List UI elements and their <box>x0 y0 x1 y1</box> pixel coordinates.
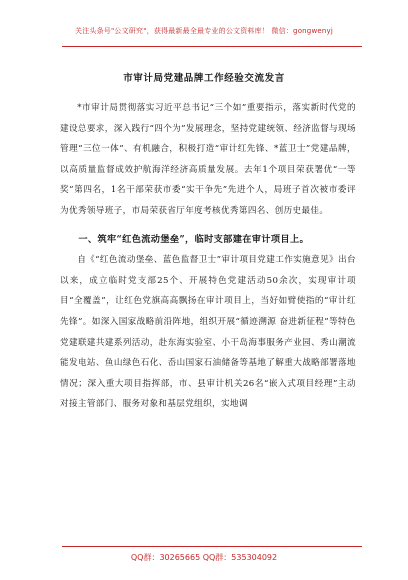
footer-divider <box>62 546 362 547</box>
document-title: 市审计局党建品牌工作经验交流发言 <box>123 73 285 84</box>
intro-paragraph: *市审计局贯彻落实习近平总书记“三个如”重要指示，落实新时代党的建设总要求，深入践行“四个为”发展理念，坚持党建统领、经济监督与现场管理“三位一体”、有机融合，积极打造“审计红先锋、*蓝卫士”党建品牌，以高质量监督成效护航海洋经济高质量发展。去年1个项目荣获署优“一等奖”第四名，1名干部荣获市委“实干争先”先进个人，局班子首次被市委评为优秀领导班子，市局荣获省厅年度考核优秀第四名、创历史最佳。 <box>60 103 356 216</box>
footer-note: QQ群：30265665 QQ群：535304092 <box>130 553 278 562</box>
section-heading: 一、筑牢“红色流动堡垒”，临时支部建在审计项目上。 <box>78 233 310 245</box>
header-note: 关注头条号"公文研究"，获得最新最全最专业的公文资料库！ 微信：gongwenyj <box>74 27 334 35</box>
section-paragraph: 自《“红色流动堡垒、蓝色监督卫士”审计项目党建工作实施意见》出台以来，成立临时党支部25个、开展特色党建活动50余次，实现审计项目“全覆盖”，让红色党旗高高飘扬在审计项目上，当好如臂使指的“审计红先锋”。如深入国家战略前沿阵地，组织开展“循迹溯源 奋进新征程”等特色党建联建共建系列活动，赴东海实验室、小干岛海事服务产业园、秀山潮流能发电站、鱼山绿色石化、岙山国家石油储备等基地了解重大战略部署落地情况；深入重大项目指挥部，市、县审计机关26名“嵌入式项目经理”主动对接主管部门、服务对象和基层党组织，实地调 <box>60 255 356 410</box>
header-divider <box>62 46 362 47</box>
document-body <box>60 98 356 415</box>
